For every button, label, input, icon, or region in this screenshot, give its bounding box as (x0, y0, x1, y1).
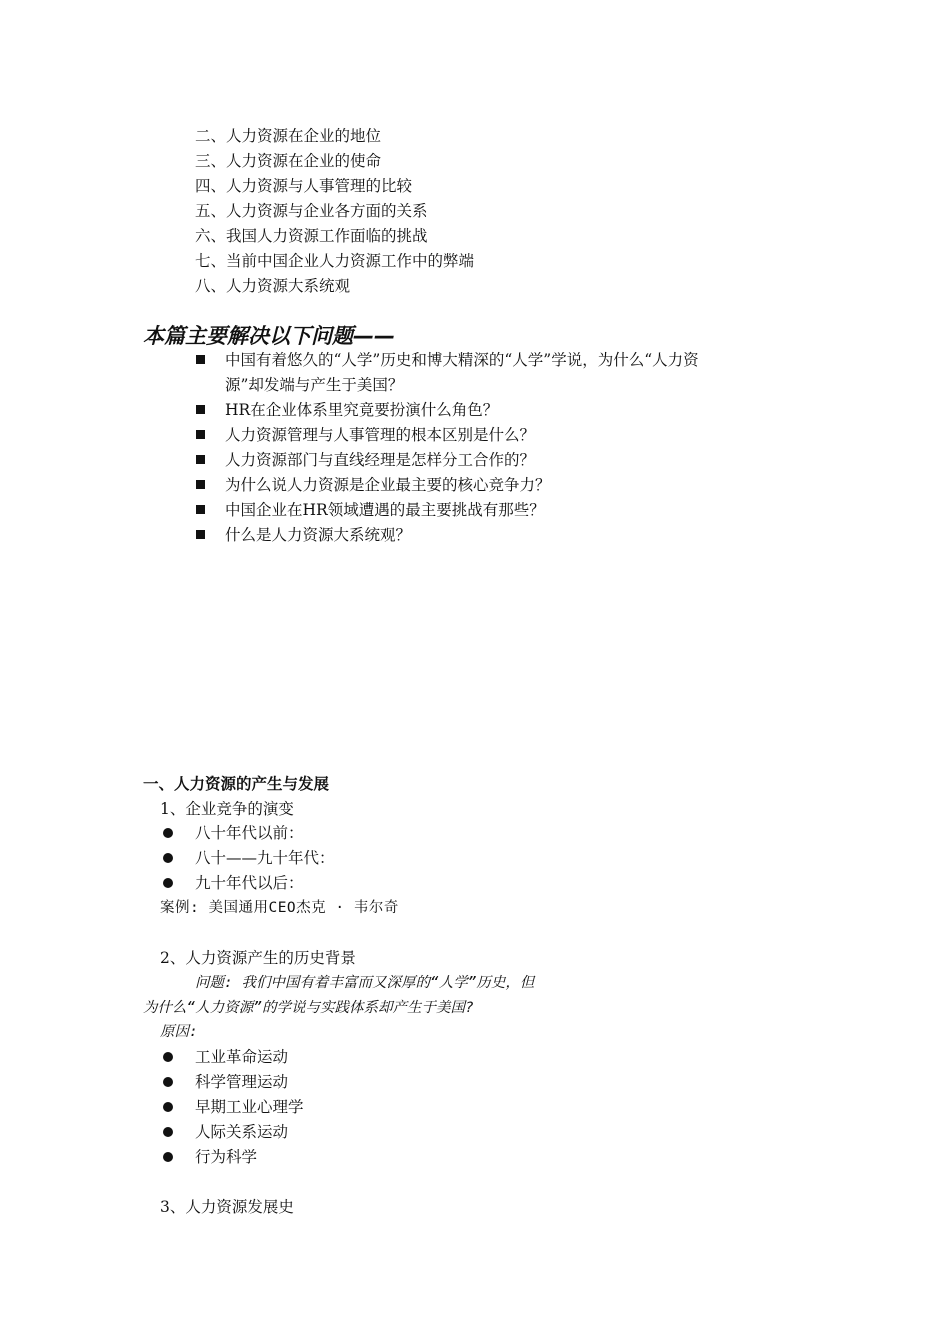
toc-item: 四、人力资源与人事管理的比较 (195, 177, 413, 195)
question-item: 什么是人力资源大系统观？ (225, 526, 412, 544)
bullet-item: 八十——九十年代： (195, 849, 335, 867)
question-item: 为什么说人力资源是企业最主要的核心竞争力？ (225, 476, 551, 494)
question-item: 中国有着悠久的“人学”历史和博大精深的“人学”学说，为什么“人力资 (225, 351, 699, 369)
dot-bullet-icon (163, 853, 173, 863)
toc-item: 五、人力资源与企业各方面的关系 (195, 202, 428, 220)
bullet-item: 人际关系运动 (195, 1123, 289, 1141)
square-bullet-icon (196, 480, 205, 489)
toc-item: 二、人力资源在企业的地位 (195, 127, 382, 145)
square-bullet-icon (196, 430, 205, 439)
reason-label: 原因: (160, 1024, 198, 1040)
dot-bullet-icon (163, 1052, 173, 1062)
question-item: HR在企业体系里究竟要扮演什么角色？ (225, 401, 499, 419)
square-bullet-icon (196, 530, 205, 539)
question-note-continued: 为什么“人力资源”的学说与实践体系却产生于美国? (143, 1000, 474, 1016)
bullet-item: 早期工业心理学 (195, 1098, 304, 1116)
questions-heading: 本篇主要解决以下问题—— (143, 324, 395, 348)
subsection-title: 2、人力资源产生的历史背景 (160, 949, 356, 967)
toc-item: 三、人力资源在企业的使命 (195, 152, 382, 170)
bullet-item: 行为科学 (195, 1148, 258, 1166)
question-item: 人力资源管理与人事管理的根本区别是什么？ (225, 426, 536, 444)
case-note: 案例: 美国通用CEO杰克 · 韦尔奇 (160, 900, 399, 916)
dot-bullet-icon (163, 1077, 173, 1087)
subsection-title: 3、人力资源发展史 (160, 1198, 294, 1216)
square-bullet-icon (196, 455, 205, 464)
question-note: 问题: 我们中国有着丰富而又深厚的“人学”历史，但 (195, 975, 535, 991)
square-bullet-icon (196, 505, 205, 514)
question-item: 人力资源部门与直线经理是怎样分工合作的？ (225, 451, 536, 469)
bullet-item: 工业革命运动 (195, 1048, 289, 1066)
bullet-item: 八十年代以前： (195, 824, 304, 842)
dot-bullet-icon (163, 1102, 173, 1112)
square-bullet-icon (196, 405, 205, 414)
bullet-item: 科学管理运动 (195, 1073, 289, 1091)
subsection-title: 1、企业竞争的演变 (160, 800, 294, 818)
question-item: 中国企业在HR领域遭遇的最主要挑战有那些？ (225, 501, 545, 519)
dot-bullet-icon (163, 1152, 173, 1162)
toc-item: 八、人力资源大系统观 (195, 277, 351, 295)
dot-bullet-icon (163, 878, 173, 888)
dot-bullet-icon (163, 1127, 173, 1137)
toc-item: 七、当前中国企业人力资源工作中的弊端 (195, 252, 475, 270)
question-item-continued: 源”却发端与产生于美国？ (225, 376, 404, 394)
square-bullet-icon (196, 355, 205, 364)
dot-bullet-icon (163, 828, 173, 838)
section-title: 一、人力资源的产生与发展 (143, 775, 330, 793)
bullet-item: 九十年代以后： (195, 874, 304, 892)
toc-item: 六、我国人力资源工作面临的挑战 (195, 227, 428, 245)
